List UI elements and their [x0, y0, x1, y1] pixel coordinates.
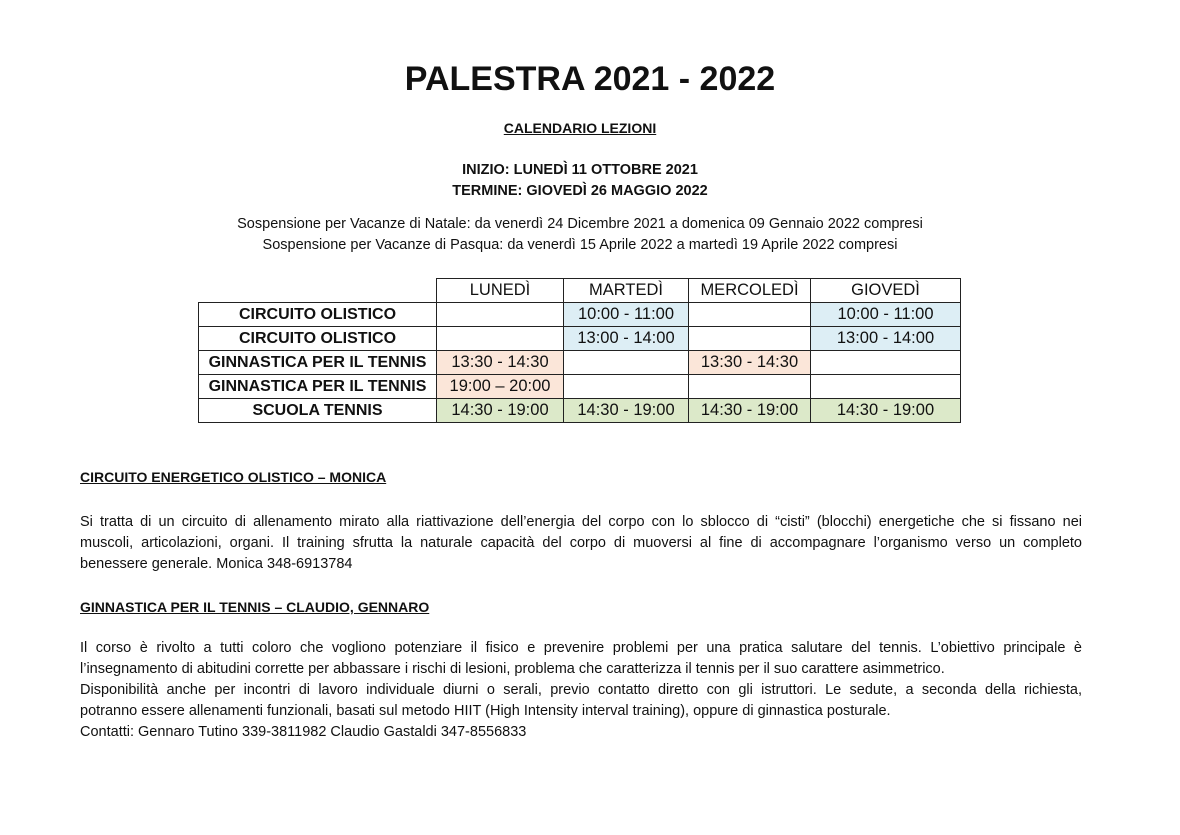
text-line: Disponibilità anche per incontri di lavoro individuale diurni o serali, previo contatto diretto con gli istruttori. Le sedute, a seconda della richiesta,: [80, 682, 1082, 698]
time-cell: [811, 375, 961, 399]
course-name: GINNASTICA PER IL TENNIS: [199, 351, 437, 375]
day-header: LUNEDÌ: [437, 279, 564, 303]
time-cell: [437, 303, 564, 327]
text-line: Il corso è rivolto a tutti coloro che vogliono potenziare il fisico e prevenire problemi per una pratica salutare del tennis. L’obiettivo principale è: [80, 640, 1082, 656]
time-cell: 14:30 - 19:00: [811, 399, 961, 423]
time-cell: [437, 327, 564, 351]
time-cell: [689, 303, 811, 327]
day-header: MARTEDÌ: [564, 279, 689, 303]
course-name: CIRCUITO OLISTICO: [199, 303, 437, 327]
text-line: Contatti: Gennaro Tutino 339-3811982 Claudio Gastaldi 347-8556833: [80, 724, 527, 740]
time-cell: 13:30 - 14:30: [689, 351, 811, 375]
course-dates: [0, 160, 1160, 202]
course-name: CIRCUITO OLISTICO: [199, 327, 437, 351]
time-cell: [564, 351, 689, 375]
time-cell: 10:00 - 11:00: [564, 303, 689, 327]
time-cell: [811, 351, 961, 375]
day-header: MERCOLEDÌ: [689, 279, 811, 303]
easter-suspension: Sospensione per Vacanze di Pasqua: da venerdì 15 Aprile 2022 a martedì 19 Aprile 2022 compresi: [262, 237, 898, 253]
christmas-suspension: Sospensione per Vacanze di Natale: da venerdì 24 Dicembre 2021 a domenica 09 Gennaio 2022 compresi: [237, 216, 923, 232]
time-cell: 14:30 - 19:00: [564, 399, 689, 423]
suspension-notes: [0, 214, 1160, 256]
time-cell: [564, 375, 689, 399]
text-line: Si tratta di un circuito di allenamento mirato alla riattivazione dell’energia del corpo con lo sblocco di “cisti” (blocchi) energetiche che si fissano nei: [80, 514, 1082, 530]
section-heading-tennis: GINNASTICA PER IL TENNIS – CLAUDIO, GENNARO: [80, 599, 430, 615]
text-line: l’insegnamento di abitudini corrette per abbassare i rischi di lesioni, problema che caratterizza il tennis per il suo carattere asimmetrico.: [80, 661, 945, 677]
time-cell: 13:00 - 14:00: [811, 327, 961, 351]
section-text-olistico: [80, 512, 1082, 575]
section-heading-olistico: CIRCUITO ENERGETICO OLISTICO – MONICA: [80, 469, 387, 485]
corner-cell: [199, 279, 437, 303]
table-row: [199, 327, 961, 351]
table-row: [199, 303, 961, 327]
time-cell: [689, 327, 811, 351]
time-cell: 10:00 - 11:00: [811, 303, 961, 327]
course-name: SCUOLA TENNIS: [199, 399, 437, 423]
text-line: benessere generale. Monica 348-6913784: [80, 556, 353, 572]
course-name: GINNASTICA PER IL TENNIS: [199, 375, 437, 399]
start-date: INIZIO: LUNEDÌ 11 OTTOBRE 2021: [462, 162, 698, 178]
page-title: PALESTRA 2021 - 2022: [404, 60, 776, 98]
schedule-table: [198, 278, 961, 423]
time-cell: 13:00 - 14:00: [564, 327, 689, 351]
text-line: potranno essere allenamenti funzionali, basati sul metodo HIIT (High Intensity interval training), oppure di ginnastica posturale.: [80, 703, 891, 719]
table-row: [199, 375, 961, 399]
day-header: GIOVEDÌ: [811, 279, 961, 303]
text-line: muscoli, articolazioni, organi. Il training sfrutta la naturale capacità del corpo di muoversi al fine di accompagnare l’organismo verso un completo: [80, 535, 1082, 551]
calendar-subtitle: CALENDARIO LEZIONI: [503, 120, 657, 136]
time-cell: 13:30 - 14:30: [437, 351, 564, 375]
schedule-header-row: [199, 279, 961, 303]
time-cell: 14:30 - 19:00: [437, 399, 564, 423]
time-cell: 14:30 - 19:00: [689, 399, 811, 423]
time-cell: [689, 375, 811, 399]
table-row: [199, 351, 961, 375]
end-date: TERMINE: GIOVEDÌ 26 MAGGIO 2022: [452, 183, 708, 199]
section-text-tennis: [80, 638, 1082, 743]
table-row: [199, 399, 961, 423]
time-cell: 19:00 – 20:00: [437, 375, 564, 399]
